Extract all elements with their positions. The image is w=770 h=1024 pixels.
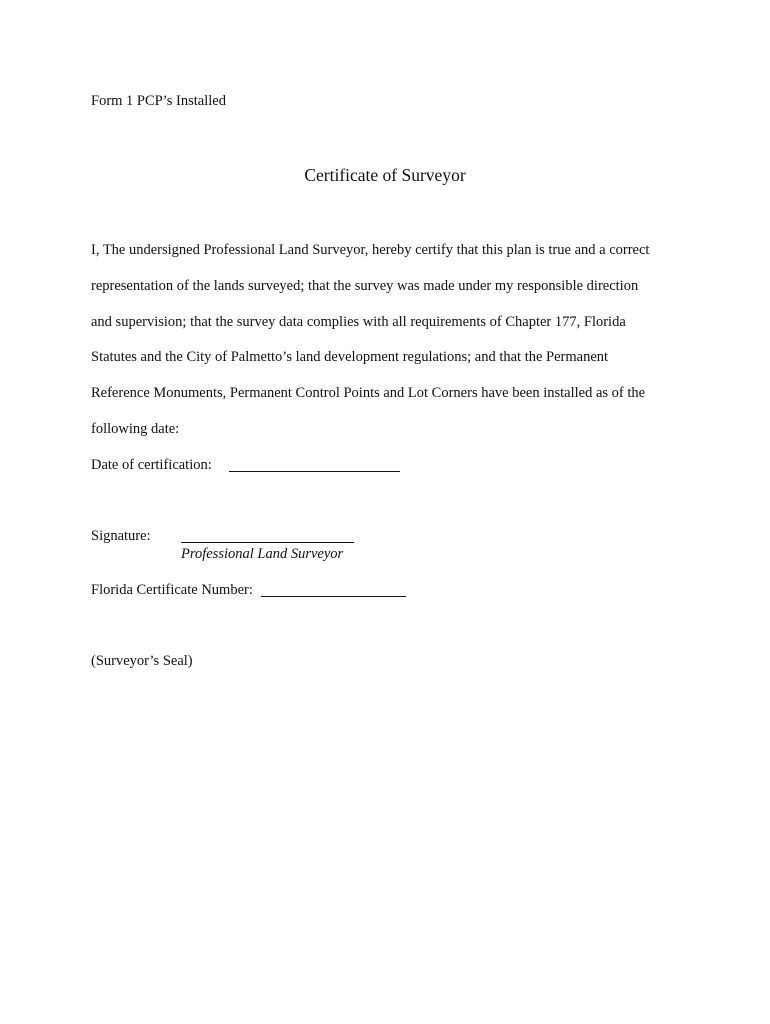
statement-line: Reference Monuments, Permanent Control Points and Lot Corners have been installed as of the — [91, 385, 646, 401]
signature-label: Signature: — [91, 528, 151, 544]
statement-line: I, The undersigned Professional Land Surveyor, hereby certify that this plan is true and a correct — [91, 242, 650, 258]
date-of-certification-field[interactable] — [229, 471, 400, 472]
statement-line: Statutes and the City of Palmetto’s land development regulations; and that the Permanent — [91, 349, 609, 365]
surveyor-seal-label: (Surveyor’s Seal) — [91, 653, 193, 669]
document-title: Certificate of Surveyor — [304, 165, 466, 185]
date-of-certification-label: Date of certification: — [91, 457, 212, 473]
florida-certificate-number-label: Florida Certificate Number: — [91, 582, 253, 598]
statement-line: and supervision; that the survey data complies with all requirements of Chapter 177, Florida — [91, 314, 626, 330]
form-label: Form 1 PCP’s Installed — [91, 93, 226, 109]
signature-role-caption: Professional Land Surveyor — [181, 546, 344, 562]
signature-field[interactable] — [181, 542, 354, 543]
statement-line: representation of the lands surveyed; that the survey was made under my responsible direction — [91, 278, 639, 294]
statement-line: following date: — [91, 421, 180, 437]
florida-certificate-number-field[interactable] — [261, 596, 406, 597]
